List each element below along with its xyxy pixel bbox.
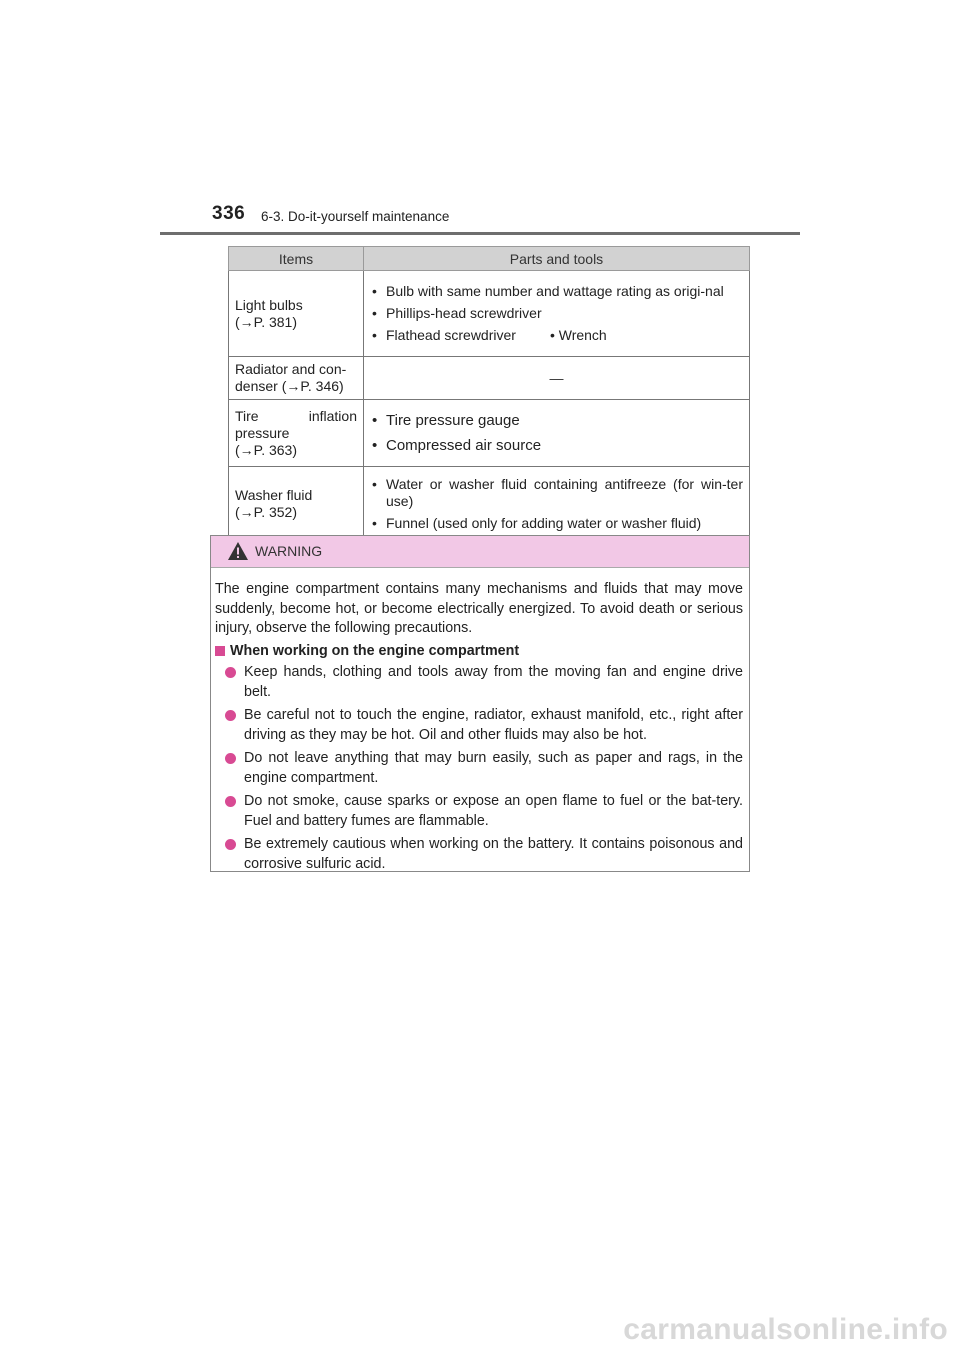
item-name-cont: pressure	[235, 424, 290, 441]
watermark-text: carmanualsonline.info	[623, 1313, 948, 1346]
tools-cell-empty: —	[364, 357, 750, 400]
square-bullet-icon	[215, 646, 225, 656]
item-name: Radiator and con-	[235, 361, 347, 377]
item-page-ref: denser (→P. 346)	[235, 378, 344, 394]
warning-item-text: Do not leave anything that may burn easily, such as paper and rags, in the engine compartment.	[244, 750, 743, 786]
warning-list-item	[244, 749, 743, 788]
warning-intro: The engine compartment contains many mechanisms and fluids that may move suddenly, become hot, or become electrically energized. To avoid death or serious injury, observe the following precautions.	[215, 581, 743, 636]
warning-body	[211, 568, 749, 874]
circle-bullet-icon	[225, 753, 236, 764]
warning-item-text: Keep hands, clothing and tools away from the moving fan and engine drive belt.	[244, 664, 743, 700]
section-title: 6-3. Do-it-yourself maintenance	[261, 209, 450, 224]
warning-list-item	[244, 835, 743, 874]
circle-bullet-icon	[225, 710, 236, 721]
warning-header	[211, 536, 749, 568]
warning-item-text: Be careful not to touch the engine, radiator, exhaust manifold, etc., right after driving as they may be hot. Oil and other fluids may also be hot.	[244, 707, 743, 743]
page-header	[0, 0, 960, 240]
circle-bullet-icon	[225, 667, 236, 678]
warning-list-item	[244, 706, 743, 745]
warning-title: WARNING	[255, 543, 323, 559]
warning-item-text: Be extremely cautious when working on the battery. It contains poisonous and corrosive sulfuric acid.	[244, 836, 743, 872]
item-cell	[229, 400, 364, 467]
tool-list-item: • Funnel (used only for adding water or washer fluid)	[370, 515, 743, 532]
item-name-word: inflation	[308, 407, 357, 424]
circle-bullet-icon	[225, 796, 236, 807]
table-row	[229, 400, 750, 467]
item-name-word: Tire	[235, 407, 259, 424]
warning-triangle-icon	[227, 541, 249, 561]
tool-list-item: • Compressed air source	[370, 437, 743, 454]
item-name	[235, 408, 357, 425]
warning-subheading	[215, 642, 743, 662]
table-row	[229, 357, 750, 400]
warning-list-item	[244, 792, 743, 831]
tools-cell	[364, 400, 750, 467]
page-number: 336	[212, 203, 246, 224]
warning-list	[215, 663, 743, 874]
circle-bullet-icon	[225, 839, 236, 850]
item-name: Light bulbs	[235, 296, 303, 313]
item-page-ref: (→P. 381)	[235, 313, 297, 330]
table-row	[229, 467, 750, 542]
tools-cell	[364, 467, 750, 542]
item-page-ref: (→P. 363)	[235, 441, 297, 458]
item-cell	[229, 271, 364, 357]
tool-list-item: • Bulb with same number and wattage rating as origi-nal	[370, 283, 743, 300]
tools-cell	[364, 271, 750, 357]
tool-name: • Flathead screwdriver	[386, 327, 516, 343]
tool-name: • Wrench	[550, 327, 607, 344]
warning-list-item	[244, 663, 743, 702]
parts-tools-table	[228, 246, 750, 542]
tool-list-item: • Water or washer fluid containing antifreeze (for win-ter use)	[370, 476, 743, 510]
column-header-items: Items	[229, 247, 364, 271]
warning-box	[210, 535, 750, 872]
tool-list-item-pair	[370, 327, 743, 344]
table-header-row	[229, 247, 750, 271]
item-cell	[229, 467, 364, 542]
column-header-parts-tools: Parts and tools	[364, 247, 750, 271]
tool-list-item: • Tire pressure gauge	[370, 412, 743, 429]
warning-subheading-text: When working on the engine compartment	[230, 642, 520, 659]
item-page-ref: (→P. 352)	[235, 504, 297, 520]
item-name: Washer fluid	[235, 487, 313, 503]
table-row	[229, 271, 750, 357]
item-cell	[229, 357, 364, 400]
header-divider	[160, 232, 800, 235]
tool-list-item: • Phillips-head screwdriver	[370, 305, 743, 322]
warning-item-text: Do not smoke, cause sparks or expose an open flame to fuel or the bat-tery. Fuel and battery fumes are flammable.	[244, 793, 743, 829]
